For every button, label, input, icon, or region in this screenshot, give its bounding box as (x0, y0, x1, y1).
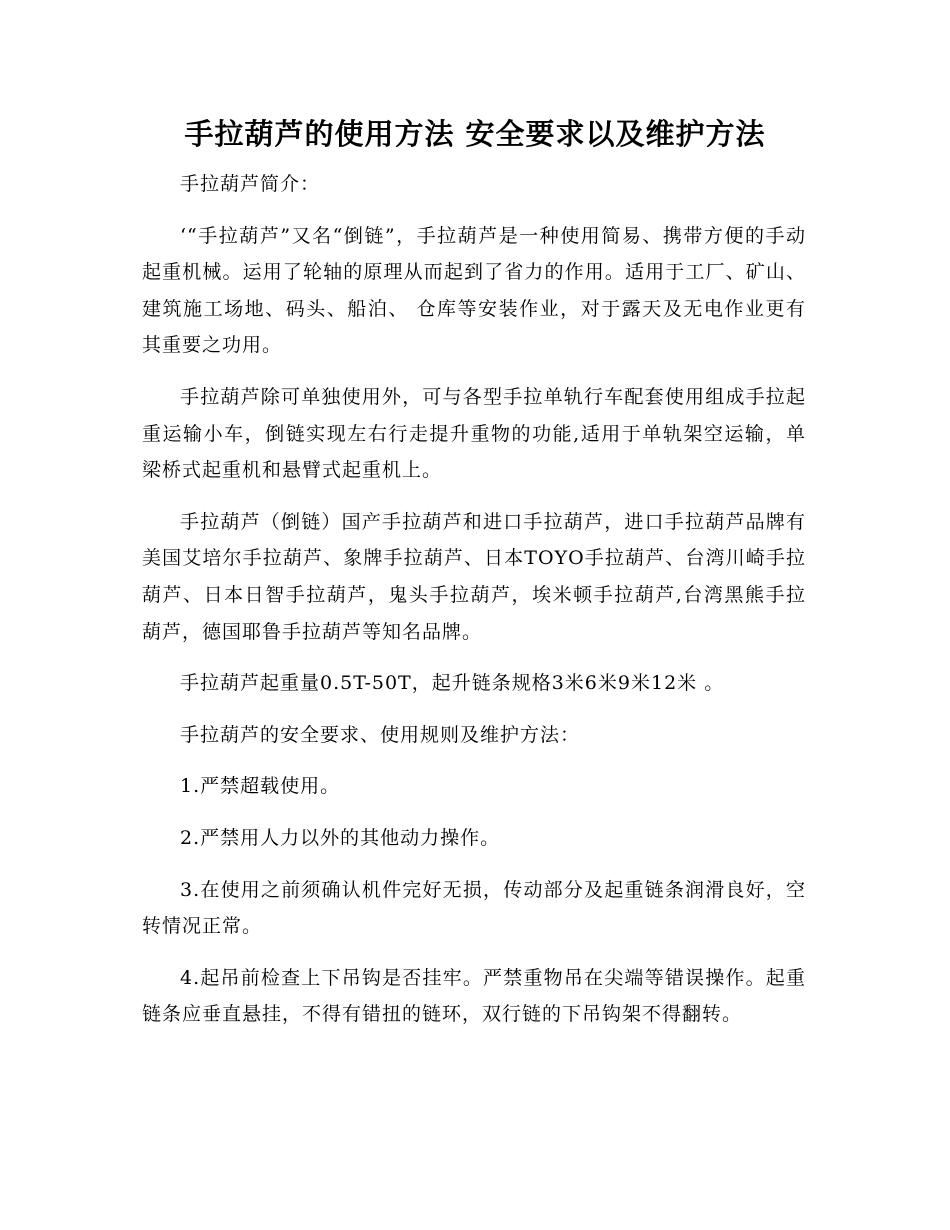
paragraph-intro-heading: 手拉葫芦简介： (180, 173, 321, 195)
paragraph-brands: 手拉葫芦（倒链）国产手拉葫芦和进口手拉葫芦，进口手拉葫芦品牌有美国艾培尔手拉葫芦、象牌手拉葫芦、日本TOYO手拉葫芦、台湾川崎手拉葫芦、日本日智手拉葫芦，鬼头手拉葫芦，埃米顿手拉葫芦,台湾黑熊手拉葫芦，德国耶鲁手拉葫芦等知名品牌。 (142, 510, 806, 643)
paragraph-definition: ‘“手拉葫芦”又名“倒链”，手拉葫芦是一种使用简易、携带方便的手动起重机械。运用了轮轴的原理从而起到了省力的作用。适用于工厂、矿山、建筑施工场地、码头、船泊、 仓库等安装作业，对于露天及无电作业更有其重要之功用。 (142, 224, 806, 357)
paragraph-capacity: 手拉葫芦起重量0.5T-50T，起升链条规格3米6米9米12米 。 (180, 672, 725, 695)
document-title: 手拉葫芦的使用方法 安全要求以及维护方法 (184, 117, 766, 151)
rule-item-3: 3.在使用之前须确认机件完好无损，传动部分及起重链条润滑良好，空转情况正常。 (142, 878, 806, 938)
paragraph-rules-heading: 手拉葫芦的安全要求、使用规则及维护方法： (180, 723, 581, 746)
paragraph-usage: 手拉葫芦除可单独使用外，可与各型手拉单轨行车配套使用组成手拉起重运输小车，倒链实现左右行走提升重物的功能,适用于单轨架空运输，单梁桥式起重机和悬臂式起重机上。 (142, 385, 806, 482)
rule-item-1: 1.严禁超载使用。 (180, 775, 341, 798)
rule-item-2: 2.严禁用人力以外的其他动力操作。 (180, 826, 501, 849)
rule-item-4: 4.起吊前检查上下吊钩是否挂牢。严禁重物吊在尖端等错误操作。起重链条应垂直悬挂，不得有错扭的链环，双行链的下吊钩架不得翻转。 (142, 966, 806, 1026)
document-body (142, 166, 806, 1048)
